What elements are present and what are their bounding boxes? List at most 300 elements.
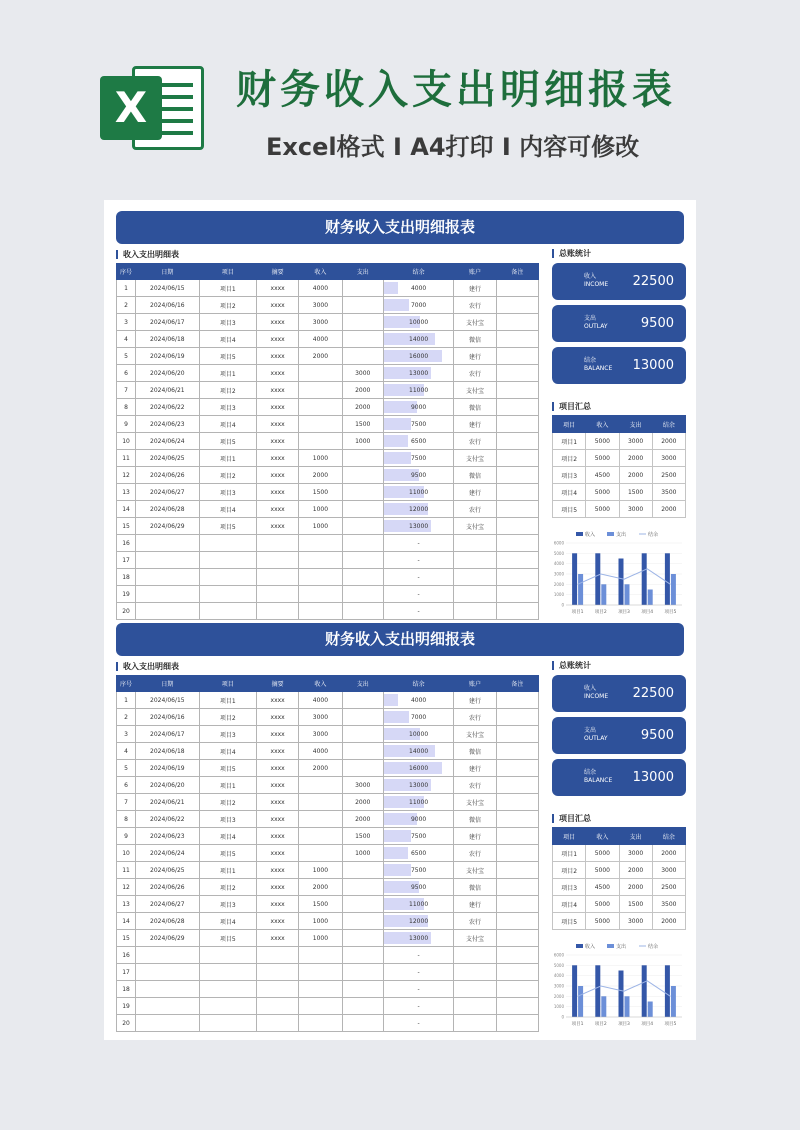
bar-income xyxy=(595,553,600,605)
account-cell: 支付宝 xyxy=(454,518,496,535)
project-cell: 2000 xyxy=(652,433,685,450)
item-cell: 项目2 xyxy=(199,467,256,484)
project-column-header: 项目 xyxy=(553,828,586,845)
table-row xyxy=(117,998,539,1015)
balance-cell xyxy=(383,467,454,484)
y-tick-label: 6000 xyxy=(553,540,564,546)
income-cell: 2000 xyxy=(299,467,342,484)
account-cell: 支付宝 xyxy=(454,794,496,811)
memo-cell: xxxx xyxy=(256,484,298,501)
bar-income xyxy=(642,553,647,605)
project-row xyxy=(553,467,686,484)
card-label-zh: 支出 xyxy=(584,315,597,322)
item-cell xyxy=(199,947,256,964)
remark-cell xyxy=(496,862,538,879)
date-cell: 2024/06/24 xyxy=(136,433,199,450)
table-row xyxy=(117,416,539,433)
expense-cell xyxy=(342,569,383,586)
date-cell: 2024/06/26 xyxy=(136,467,199,484)
income-cell xyxy=(299,981,342,998)
date-cell: 2024/06/19 xyxy=(136,760,199,777)
balance-cell xyxy=(383,998,454,1015)
item-cell: 项目1 xyxy=(199,692,256,709)
item-cell: 项目3 xyxy=(199,399,256,416)
project-cell: 3000 xyxy=(619,845,652,862)
expense-cell xyxy=(342,998,383,1015)
table-row xyxy=(117,896,539,913)
expense-cell xyxy=(342,760,383,777)
balance-value: 4000 xyxy=(410,696,427,704)
date-cell: 2024/06/28 xyxy=(136,913,199,930)
expense-cell: 1000 xyxy=(342,433,383,450)
memo-cell: xxxx xyxy=(256,348,298,365)
item-cell xyxy=(199,603,256,620)
account-cell: 支付宝 xyxy=(454,726,496,743)
card-value: 9500 xyxy=(640,728,674,743)
date-cell: 2024/06/22 xyxy=(136,811,199,828)
ledger-table xyxy=(116,263,539,620)
balance-value: 6500 xyxy=(410,437,427,445)
item-cell xyxy=(199,535,256,552)
memo-cell: xxxx xyxy=(256,760,298,777)
ledger-table xyxy=(116,675,539,1032)
item-cell xyxy=(199,964,256,981)
detail-section-label: 收入支出明细表 xyxy=(116,662,179,671)
account-cell: 农行 xyxy=(454,297,496,314)
item-cell xyxy=(199,981,256,998)
item-cell xyxy=(199,1015,256,1032)
balance-cell xyxy=(383,743,454,760)
bar-expense xyxy=(578,986,583,1017)
expense-cell xyxy=(342,603,383,620)
memo-cell: xxxx xyxy=(256,416,298,433)
balance-cell xyxy=(383,981,454,998)
card-value: 13000 xyxy=(632,358,674,373)
sheet-title-bar: 财务收入支出明细报表 xyxy=(116,623,684,656)
no-cell: 2 xyxy=(117,297,136,314)
income-cell xyxy=(299,569,342,586)
legend-swatch-1 xyxy=(607,944,614,948)
date-cell: 2024/06/16 xyxy=(136,297,199,314)
card-label-en: OUTLAY xyxy=(584,735,608,742)
project-summary-table xyxy=(552,415,686,518)
balance-value: 12000 xyxy=(409,505,429,513)
balance-value: 7500 xyxy=(410,832,427,840)
column-header: 账户 xyxy=(454,676,496,692)
balance-value: 12000 xyxy=(409,917,429,925)
bar-expense xyxy=(601,584,606,605)
sheet-title-bar: 财务收入支出明细报表 xyxy=(116,211,684,244)
expense-cell: 2000 xyxy=(342,794,383,811)
balance-cell xyxy=(383,314,454,331)
no-cell: 14 xyxy=(117,913,136,930)
table-row xyxy=(117,828,539,845)
no-cell: 3 xyxy=(117,726,136,743)
balance-value: 13000 xyxy=(409,369,429,377)
no-cell: 11 xyxy=(117,862,136,879)
income-cell: 2000 xyxy=(299,760,342,777)
project-header-row xyxy=(553,828,686,845)
income-cell: 1500 xyxy=(299,896,342,913)
table-row xyxy=(117,399,539,416)
item-cell: 项目4 xyxy=(199,501,256,518)
memo-cell xyxy=(256,569,298,586)
item-cell: 项目1 xyxy=(199,365,256,382)
table-row xyxy=(117,382,539,399)
item-cell: 项目2 xyxy=(199,794,256,811)
income-cell xyxy=(299,416,342,433)
balance-cell xyxy=(383,280,454,297)
expense-cell xyxy=(342,331,383,348)
date-cell: 2024/06/17 xyxy=(136,726,199,743)
card-label-en: BALANCE xyxy=(584,365,613,372)
y-tick-label: 2000 xyxy=(553,581,564,587)
column-header: 日期 xyxy=(136,676,199,692)
y-tick-label: 1000 xyxy=(553,1004,564,1010)
balance-data-bar xyxy=(384,830,411,842)
account-cell xyxy=(454,603,496,620)
memo-cell: xxxx xyxy=(256,743,298,760)
balance-data-bar xyxy=(384,452,411,464)
summary-card-outlay xyxy=(552,305,686,342)
bar-income xyxy=(619,971,624,1018)
no-cell: 4 xyxy=(117,743,136,760)
date-cell: 2024/06/21 xyxy=(136,382,199,399)
project-section-label: 项目汇总 xyxy=(552,814,591,823)
project-cell: 2000 xyxy=(619,879,652,896)
y-tick-label: 2000 xyxy=(553,993,564,999)
remark-cell xyxy=(496,726,538,743)
memo-cell xyxy=(256,552,298,569)
balance-data-bar xyxy=(384,847,408,859)
date-cell: 2024/06/22 xyxy=(136,399,199,416)
document-page xyxy=(104,200,696,1040)
project-column-header: 支出 xyxy=(619,416,652,433)
remark-cell xyxy=(496,828,538,845)
expense-cell: 1500 xyxy=(342,828,383,845)
memo-cell: xxxx xyxy=(256,314,298,331)
account-cell: 建行 xyxy=(454,348,496,365)
column-header: 支出 xyxy=(342,264,383,280)
table-row xyxy=(117,760,539,777)
y-tick-label: 4000 xyxy=(553,973,564,979)
expense-cell xyxy=(342,518,383,535)
table-row xyxy=(117,692,539,709)
item-cell: 项目4 xyxy=(199,743,256,760)
bar-expense xyxy=(625,996,630,1017)
remark-cell xyxy=(496,382,538,399)
table-row xyxy=(117,981,539,998)
date-cell: 2024/06/21 xyxy=(136,794,199,811)
project-cell: 项目5 xyxy=(553,501,586,518)
legend-label-0: 收入 xyxy=(585,944,596,950)
balance-cell xyxy=(383,913,454,930)
remark-cell xyxy=(496,981,538,998)
account-cell xyxy=(454,535,496,552)
bar-income xyxy=(595,965,600,1017)
balance-value: 7500 xyxy=(410,420,427,428)
project-header-row xyxy=(553,416,686,433)
table-row xyxy=(117,845,539,862)
account-cell: 建行 xyxy=(454,416,496,433)
income-cell xyxy=(299,964,342,981)
remark-cell xyxy=(496,569,538,586)
expense-cell xyxy=(342,709,383,726)
date-cell: 2024/06/18 xyxy=(136,743,199,760)
table-row xyxy=(117,794,539,811)
bar-income xyxy=(572,553,577,605)
remark-cell xyxy=(496,280,538,297)
memo-cell: xxxx xyxy=(256,862,298,879)
account-cell: 支付宝 xyxy=(454,314,496,331)
remark-cell xyxy=(496,501,538,518)
expense-cell xyxy=(342,930,383,947)
balance-value: 13000 xyxy=(409,781,429,789)
income-cell xyxy=(299,552,342,569)
account-cell: 微信 xyxy=(454,467,496,484)
balance-cell xyxy=(383,845,454,862)
income-cell xyxy=(299,586,342,603)
column-header: 备注 xyxy=(496,264,538,280)
balance-data-bar xyxy=(384,864,411,876)
balance-value: - xyxy=(417,1002,420,1010)
expense-cell xyxy=(342,552,383,569)
project-row xyxy=(553,879,686,896)
income-cell xyxy=(299,382,342,399)
project-column-header: 收入 xyxy=(586,416,619,433)
remark-cell xyxy=(496,518,538,535)
column-header: 序号 xyxy=(117,264,136,280)
remark-cell xyxy=(496,603,538,620)
project-summary-chart xyxy=(552,941,686,1033)
memo-cell xyxy=(256,998,298,1015)
income-cell: 2000 xyxy=(299,879,342,896)
income-cell xyxy=(299,998,342,1015)
balance-cell xyxy=(383,709,454,726)
balance-value: - xyxy=(417,556,420,564)
detail-section-label: 收入支出明细表 xyxy=(116,250,179,259)
balance-value: - xyxy=(417,951,420,959)
item-cell: 项目1 xyxy=(199,280,256,297)
balance-cell xyxy=(383,947,454,964)
no-cell: 16 xyxy=(117,947,136,964)
item-cell xyxy=(199,586,256,603)
balance-cell xyxy=(383,896,454,913)
date-cell: 2024/06/18 xyxy=(136,331,199,348)
bar-expense xyxy=(671,986,676,1017)
balance-cell xyxy=(383,726,454,743)
no-cell: 18 xyxy=(117,981,136,998)
expense-cell xyxy=(342,879,383,896)
bar-expense xyxy=(578,574,583,605)
project-row xyxy=(553,450,686,467)
item-cell xyxy=(199,998,256,1015)
memo-cell: xxxx xyxy=(256,501,298,518)
balance-value: 16000 xyxy=(409,352,429,360)
project-cell: 2000 xyxy=(652,845,685,862)
no-cell: 1 xyxy=(117,280,136,297)
income-cell: 3000 xyxy=(299,314,342,331)
no-cell: 10 xyxy=(117,845,136,862)
income-cell xyxy=(299,777,342,794)
excel-x-badge: X xyxy=(100,76,162,140)
expense-cell xyxy=(342,896,383,913)
balance-value: - xyxy=(417,1019,420,1027)
project-column-header: 项目 xyxy=(553,416,586,433)
income-cell: 1000 xyxy=(299,862,342,879)
item-cell: 项目2 xyxy=(199,382,256,399)
balance-cell xyxy=(383,297,454,314)
date-cell: 2024/06/26 xyxy=(136,879,199,896)
balance-value: 13000 xyxy=(409,934,429,942)
income-cell: 1000 xyxy=(299,501,342,518)
expense-cell xyxy=(342,314,383,331)
expense-cell xyxy=(342,586,383,603)
expense-cell xyxy=(342,913,383,930)
item-cell: 项目5 xyxy=(199,930,256,947)
balance-value: 14000 xyxy=(409,747,429,755)
balance-line xyxy=(578,569,671,585)
item-cell: 项目1 xyxy=(199,450,256,467)
card-label-zh: 结余 xyxy=(584,357,597,364)
income-cell: 1000 xyxy=(299,930,342,947)
item-cell: 项目4 xyxy=(199,828,256,845)
expense-cell xyxy=(342,862,383,879)
project-cell: 5000 xyxy=(586,433,619,450)
card-value: 13000 xyxy=(632,770,674,785)
account-cell xyxy=(454,947,496,964)
expense-cell xyxy=(342,450,383,467)
income-cell xyxy=(299,1015,342,1032)
no-cell: 13 xyxy=(117,896,136,913)
date-cell: 2024/06/29 xyxy=(136,930,199,947)
project-row xyxy=(553,845,686,862)
memo-cell xyxy=(256,981,298,998)
balance-value: 7000 xyxy=(410,713,427,721)
memo-cell xyxy=(256,603,298,620)
balance-cell xyxy=(383,331,454,348)
expense-cell: 2000 xyxy=(342,811,383,828)
balance-cell xyxy=(383,794,454,811)
expense-cell: 3000 xyxy=(342,777,383,794)
x-tick-label: 项目4 xyxy=(641,1022,654,1027)
remark-cell xyxy=(496,743,538,760)
remark-cell xyxy=(496,433,538,450)
item-cell: 项目2 xyxy=(199,709,256,726)
project-cell: 项目2 xyxy=(553,862,586,879)
y-tick-label: 0 xyxy=(561,1014,564,1020)
balance-value: 7500 xyxy=(410,454,427,462)
date-cell: 2024/06/25 xyxy=(136,862,199,879)
project-cell: 2000 xyxy=(652,501,685,518)
balance-value: - xyxy=(417,539,420,547)
no-cell: 7 xyxy=(117,382,136,399)
balance-value: 11000 xyxy=(409,798,429,806)
date-cell: 2024/06/17 xyxy=(136,314,199,331)
no-cell: 16 xyxy=(117,535,136,552)
memo-cell: xxxx xyxy=(256,777,298,794)
balance-line xyxy=(578,981,671,997)
summary-card-income xyxy=(552,675,686,712)
balance-data-bar xyxy=(384,711,410,723)
remark-cell xyxy=(496,314,538,331)
no-cell: 1 xyxy=(117,692,136,709)
project-cell: 项目5 xyxy=(553,913,586,930)
memo-cell: xxxx xyxy=(256,709,298,726)
balance-data-bar xyxy=(384,694,399,706)
column-header: 结余 xyxy=(383,676,454,692)
project-cell: 5000 xyxy=(586,484,619,501)
project-cell: 3000 xyxy=(619,433,652,450)
item-cell: 项目5 xyxy=(199,518,256,535)
balance-cell xyxy=(383,365,454,382)
income-cell: 3000 xyxy=(299,709,342,726)
balance-cell xyxy=(383,964,454,981)
card-label-zh: 收入 xyxy=(584,273,597,280)
income-cell xyxy=(299,433,342,450)
income-cell: 1000 xyxy=(299,518,342,535)
no-cell: 20 xyxy=(117,1015,136,1032)
date-cell: 2024/06/15 xyxy=(136,280,199,297)
memo-cell: xxxx xyxy=(256,930,298,947)
bar-expense xyxy=(671,574,676,605)
balance-cell xyxy=(383,862,454,879)
card-label xyxy=(584,727,608,743)
balance-cell xyxy=(383,586,454,603)
item-cell: 项目3 xyxy=(199,811,256,828)
income-cell xyxy=(299,828,342,845)
x-tick-label: 项目3 xyxy=(618,1022,630,1027)
excel-logo-icon xyxy=(100,62,204,154)
card-label xyxy=(584,769,612,785)
balance-value: 7500 xyxy=(410,866,427,874)
column-header: 备注 xyxy=(496,676,538,692)
table-row xyxy=(117,467,539,484)
memo-cell: xxxx xyxy=(256,433,298,450)
card-label-zh: 收入 xyxy=(584,685,597,692)
table-row xyxy=(117,709,539,726)
account-cell xyxy=(454,586,496,603)
balance-cell xyxy=(383,777,454,794)
expense-cell: 2000 xyxy=(342,382,383,399)
date-cell: 2024/06/27 xyxy=(136,896,199,913)
item-cell: 项目4 xyxy=(199,331,256,348)
bar-expense xyxy=(601,996,606,1017)
remark-cell xyxy=(496,1015,538,1032)
balance-cell xyxy=(383,348,454,365)
project-cell: 3500 xyxy=(652,484,685,501)
project-cell: 项目3 xyxy=(553,467,586,484)
remark-cell xyxy=(496,348,538,365)
item-cell: 项目5 xyxy=(199,348,256,365)
memo-cell: xxxx xyxy=(256,365,298,382)
date-cell xyxy=(136,964,199,981)
project-cell: 2000 xyxy=(619,467,652,484)
expense-cell xyxy=(342,743,383,760)
no-cell: 4 xyxy=(117,331,136,348)
project-cell: 2500 xyxy=(652,879,685,896)
date-cell: 2024/06/20 xyxy=(136,777,199,794)
account-cell xyxy=(454,552,496,569)
column-header: 摘要 xyxy=(256,264,298,280)
cover-title: 财务收入支出明细报表 xyxy=(236,67,676,113)
item-cell: 项目4 xyxy=(199,416,256,433)
remark-cell xyxy=(496,450,538,467)
income-cell: 4000 xyxy=(299,280,342,297)
project-cell: 项目2 xyxy=(553,450,586,467)
table-row xyxy=(117,331,539,348)
x-tick-label: 项目5 xyxy=(664,610,677,615)
